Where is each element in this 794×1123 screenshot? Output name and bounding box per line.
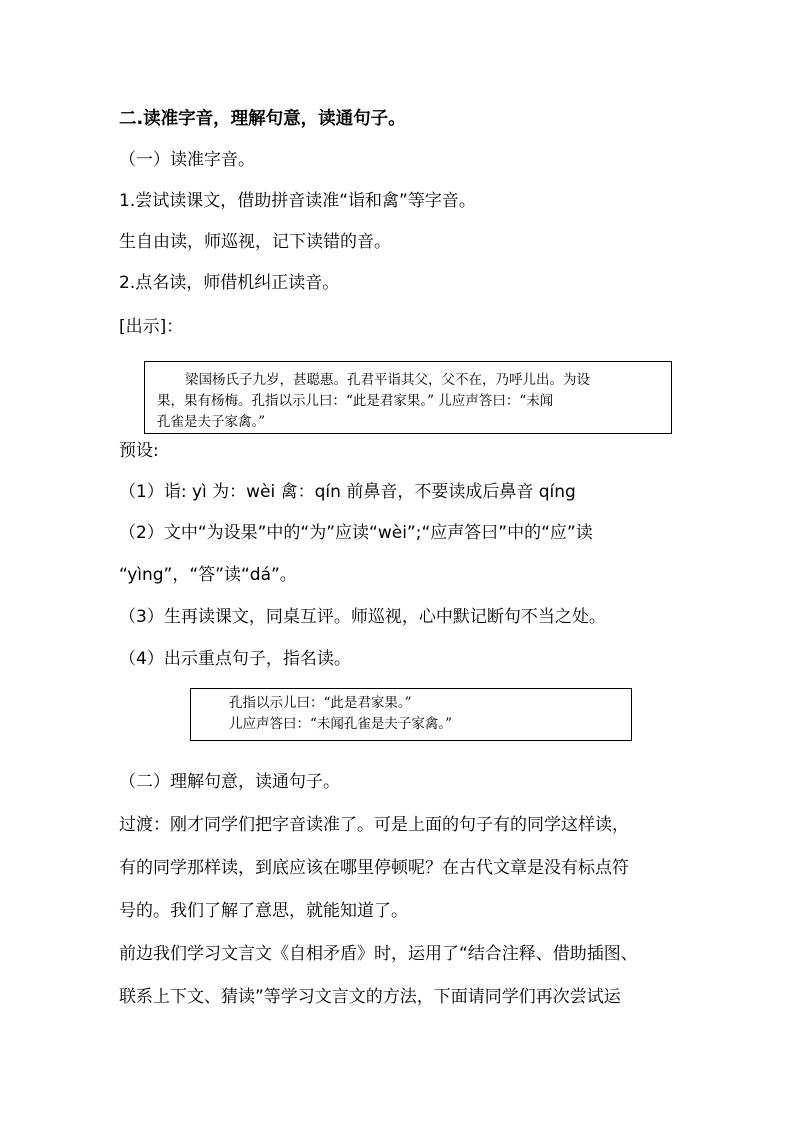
pronunciation-item: “yìng”，“答”读“dá”。 (119, 565, 297, 585)
paragraph-line: 前边我们学习文言文《自相矛盾》时，运用了“结合注释、借助插图、 (119, 944, 638, 964)
excerpt-line: 果，果有杨梅。孔指以示儿曰：“此是君家果。” 儿应声答曰：“未闻 (157, 393, 554, 409)
pronunciation-item: （4）出示重点句子，指名读。 (119, 649, 351, 669)
part1-title: （一）读准字音。 (119, 150, 255, 170)
excerpt-line: 孔雀是夫子家禽。” (157, 414, 266, 430)
pronunciation-item: （2）文中“为设果”中的“为”应读“wèi”;“应声答曰”中的“应”读 (119, 523, 593, 543)
step1-text: 1.尝试读课文，借助拼音读准“诣和禽”等字音。 (119, 191, 476, 211)
show-label: [出示]： (119, 317, 184, 337)
paragraph-line: 有的同学那样读，到底应该在哪里停顿呢？在古代文章是没有标点符 (119, 858, 629, 878)
step1-note: 生自由读，师巡视，记下读错的音。 (119, 232, 391, 252)
paragraph-line: 联系上下文、猜读”等学习文言文的方法，下面请同学们再次尝试运 (119, 987, 621, 1007)
section-title: 二.读准字音，理解句意，读通句子。 (119, 109, 406, 129)
pronunciation-item: （1）诣: yì 为：wèi 禽：qín 前鼻音，不要读成后鼻音 qíng (119, 482, 576, 502)
key-sentences-box (190, 688, 632, 741)
key-sentence: 儿应声答曰：“未闻孔雀是夫子家禽。” (229, 716, 453, 732)
preset-label: 预设: (119, 441, 159, 461)
pronunciation-item: （3）生再读课文，同桌互评。师巡视，心中默记断句不当之处。 (119, 607, 606, 627)
part2-title: （二）理解句意，读通句子。 (119, 772, 340, 792)
excerpt-box-full-text (144, 361, 672, 434)
step2-text: 2.点名读，师借机纠正读音。 (119, 273, 340, 293)
excerpt-line: 梁国杨氏子九岁，甚聪惠。孔君平诣其父，父不在，乃呼儿出。为设 (185, 372, 590, 388)
paragraph-line: 过渡：刚才同学们把字音读准了。可是上面的句子有的同学这样读， (119, 815, 629, 835)
key-sentence: 孔指以示儿曰：“此是君家果。” (229, 695, 412, 711)
paragraph-line: 号的。我们了解了意思，就能知道了。 (119, 901, 408, 921)
